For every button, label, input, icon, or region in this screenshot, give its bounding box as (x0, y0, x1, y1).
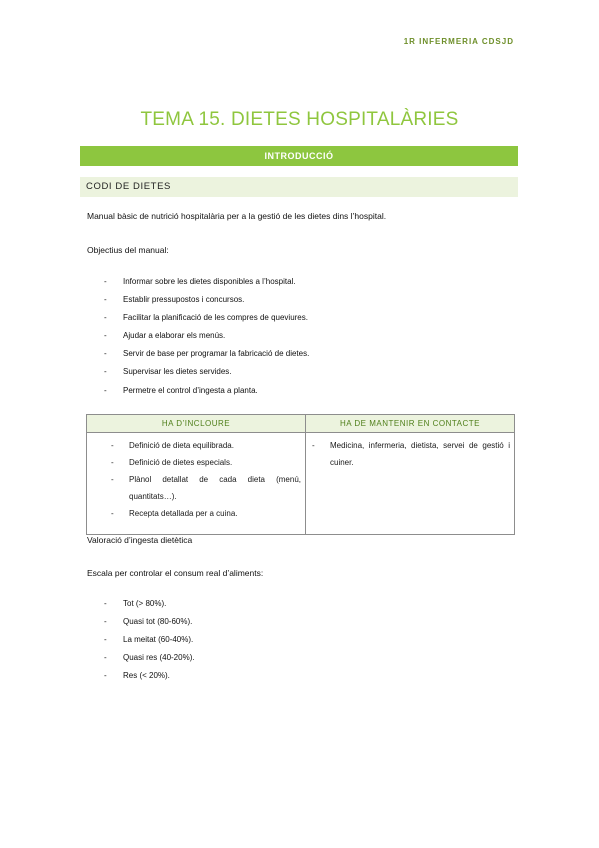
objectives-heading: Objectius del manual: (87, 245, 169, 255)
course-header: 1R INFERMERIA CDSJD (403, 37, 514, 46)
intro-paragraph: Manual bàsic de nutrició hospitalària per a la gestió de les dietes dins l’hospital. (87, 211, 387, 221)
section-bar-introduccio: INTRODUCCIÓ (80, 146, 518, 166)
subsection-bar-codi-dietes: CODI DE DIETES (80, 177, 518, 197)
table-cell-contact (306, 433, 515, 535)
list-item: - Plànol detallat de cada dieta (menú, quantitats…). (111, 475, 301, 501)
list-item: - Definició de dieta equilibrada. (111, 441, 234, 450)
scale-heading: Escala per controlar el consum real d’aliments: (87, 568, 264, 578)
assessment-heading: Valoració d’ingesta dietètica (87, 535, 193, 545)
table-header-mantenir-contacte: HA DE MANTENIR EN CONTACTE (306, 415, 515, 433)
list-item: - Medicina, infermeria, dietista, servei de gestió i cuiner. (312, 441, 510, 467)
document-title: TEMA 15. DIETES HOSPITALÀRIES (140, 109, 459, 130)
list-item: - Recepta detallada per a cuina. (111, 509, 238, 518)
table-cell-include (87, 433, 306, 535)
requirements-table (86, 414, 515, 535)
list-item: - Definició de dietes especials. (111, 458, 233, 467)
table-header-ha-dincloure: HA D’INCLOURE (87, 415, 306, 433)
